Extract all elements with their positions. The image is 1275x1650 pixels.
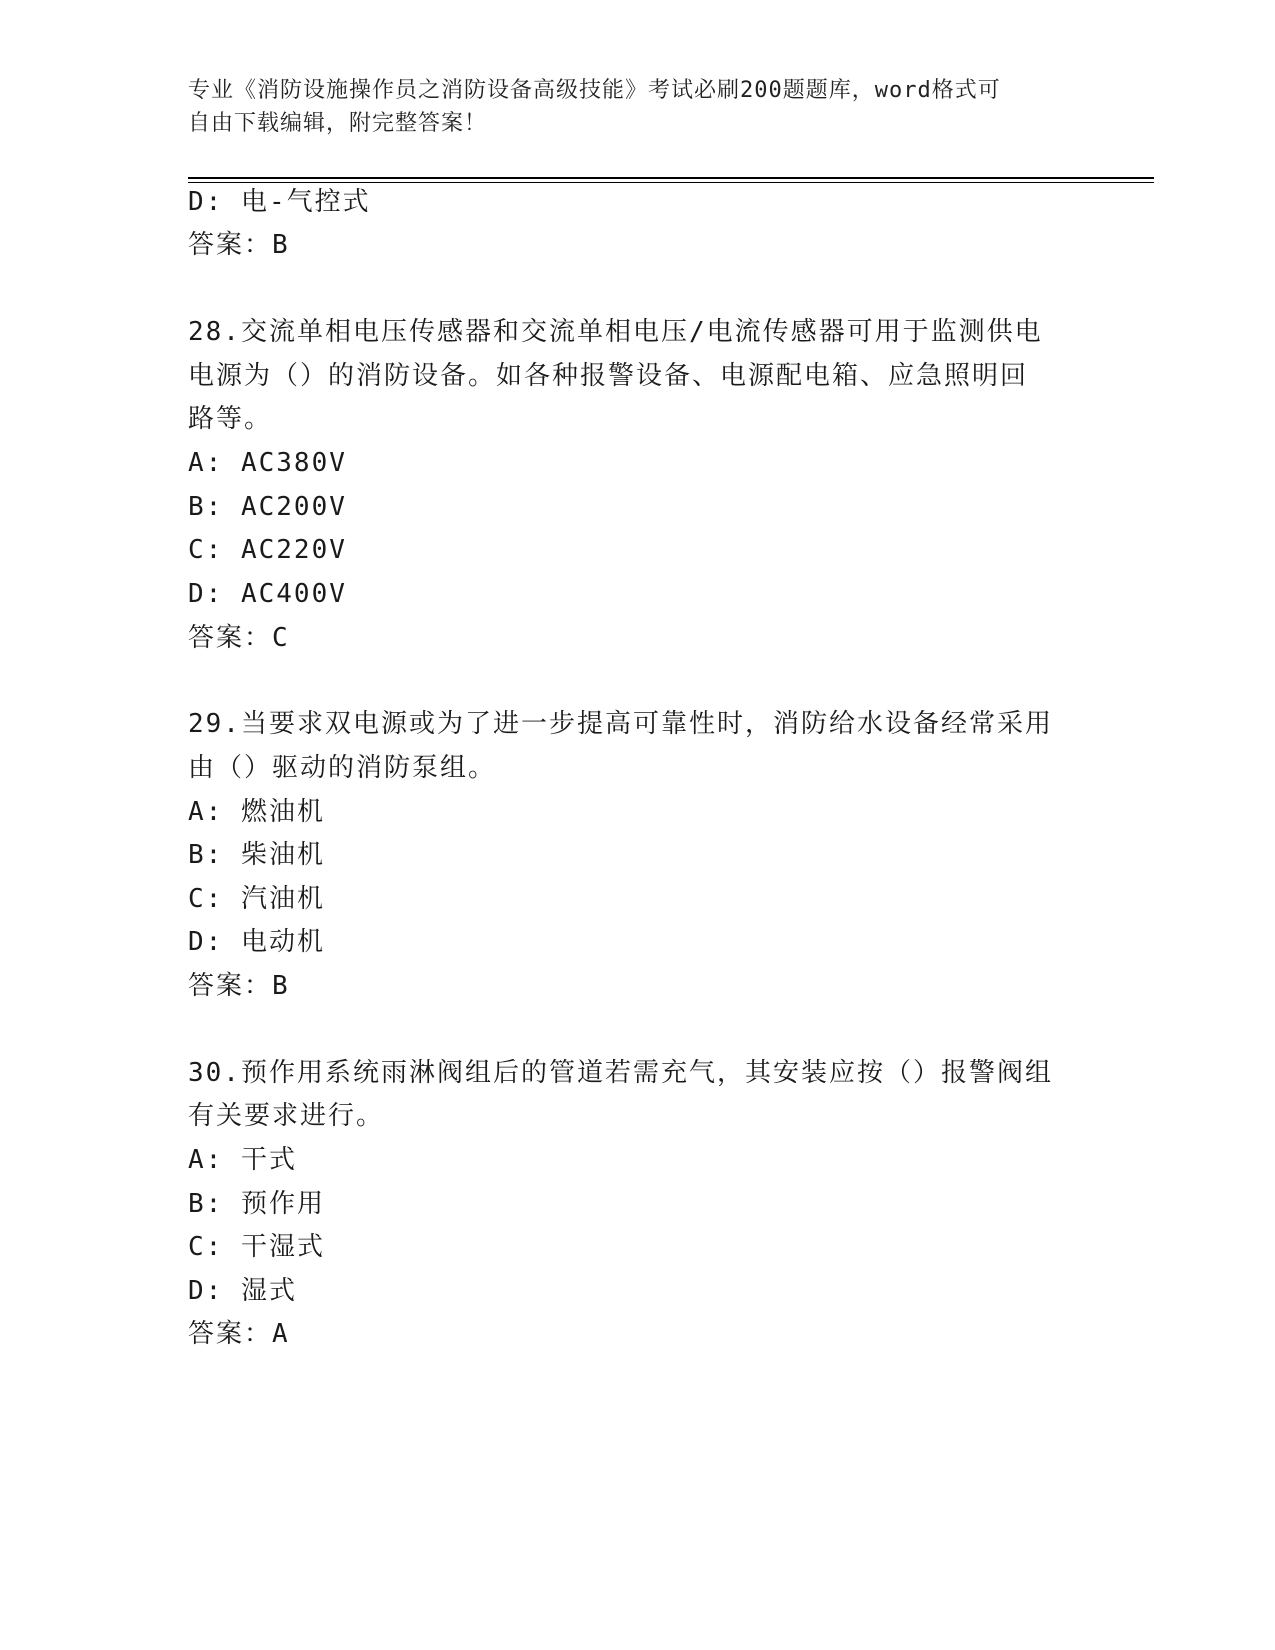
q28-answer: 答案：C <box>188 623 290 653</box>
q28-option-b: B: AC200V <box>188 492 347 522</box>
q30-option-b: B: 预作用 <box>188 1189 325 1219</box>
q28-stem-line-1: 28.交流单相电压传感器和交流单相电压/电流传感器可用于监测供电 <box>188 317 1043 347</box>
prev-answer: 答案：B <box>188 230 290 260</box>
q29-stem-line-1: 29.当要求双电源或为了进一步提高可靠性时，消防给水设备经常采用 <box>188 709 1053 739</box>
document-header <box>188 74 1068 140</box>
prev-option-d: D: 电-气控式 <box>188 187 371 217</box>
q28-option-a: A: AC380V <box>188 448 347 478</box>
q30-option-a: A: 干式 <box>188 1145 297 1175</box>
header-line-2: 自由下载编辑，附完整答案！ <box>188 111 488 136</box>
q29-option-b: B: 柴油机 <box>188 840 325 870</box>
q28-stem-line-3: 路等。 <box>188 404 273 434</box>
q30-answer: 答案：A <box>188 1319 290 1349</box>
q30-option-c: C: 干湿式 <box>188 1232 325 1262</box>
header-divider-thick <box>188 177 1154 179</box>
q29-stem-line-2: 由（）驱动的消防泵组。 <box>188 753 497 783</box>
q28-option-d: D: AC400V <box>188 579 347 609</box>
q29-option-d: D: 电动机 <box>188 927 325 957</box>
q28-option-c: C: AC220V <box>188 535 347 565</box>
q30-stem-line-1: 30.预作用系统雨淋阀组后的管道若需充气，其安装应按（）报警阀组 <box>188 1058 1053 1088</box>
q29-option-a: A: 燃油机 <box>188 797 325 827</box>
q30-option-d: D: 湿式 <box>188 1276 297 1306</box>
header-line-1: 专业《消防设施操作员之消防设备高级技能》考试必刷200题题库，word格式可 <box>188 78 1001 103</box>
q29-option-c: C: 汽油机 <box>188 884 325 914</box>
header-divider-thin <box>188 182 1154 183</box>
q29-answer: 答案：B <box>188 971 290 1001</box>
q28-stem-line-2: 电源为（）的消防设备。如各种报警设备、电源配电箱、应急照明回 <box>188 361 1029 391</box>
q30-stem-line-2: 有关要求进行。 <box>188 1101 385 1131</box>
